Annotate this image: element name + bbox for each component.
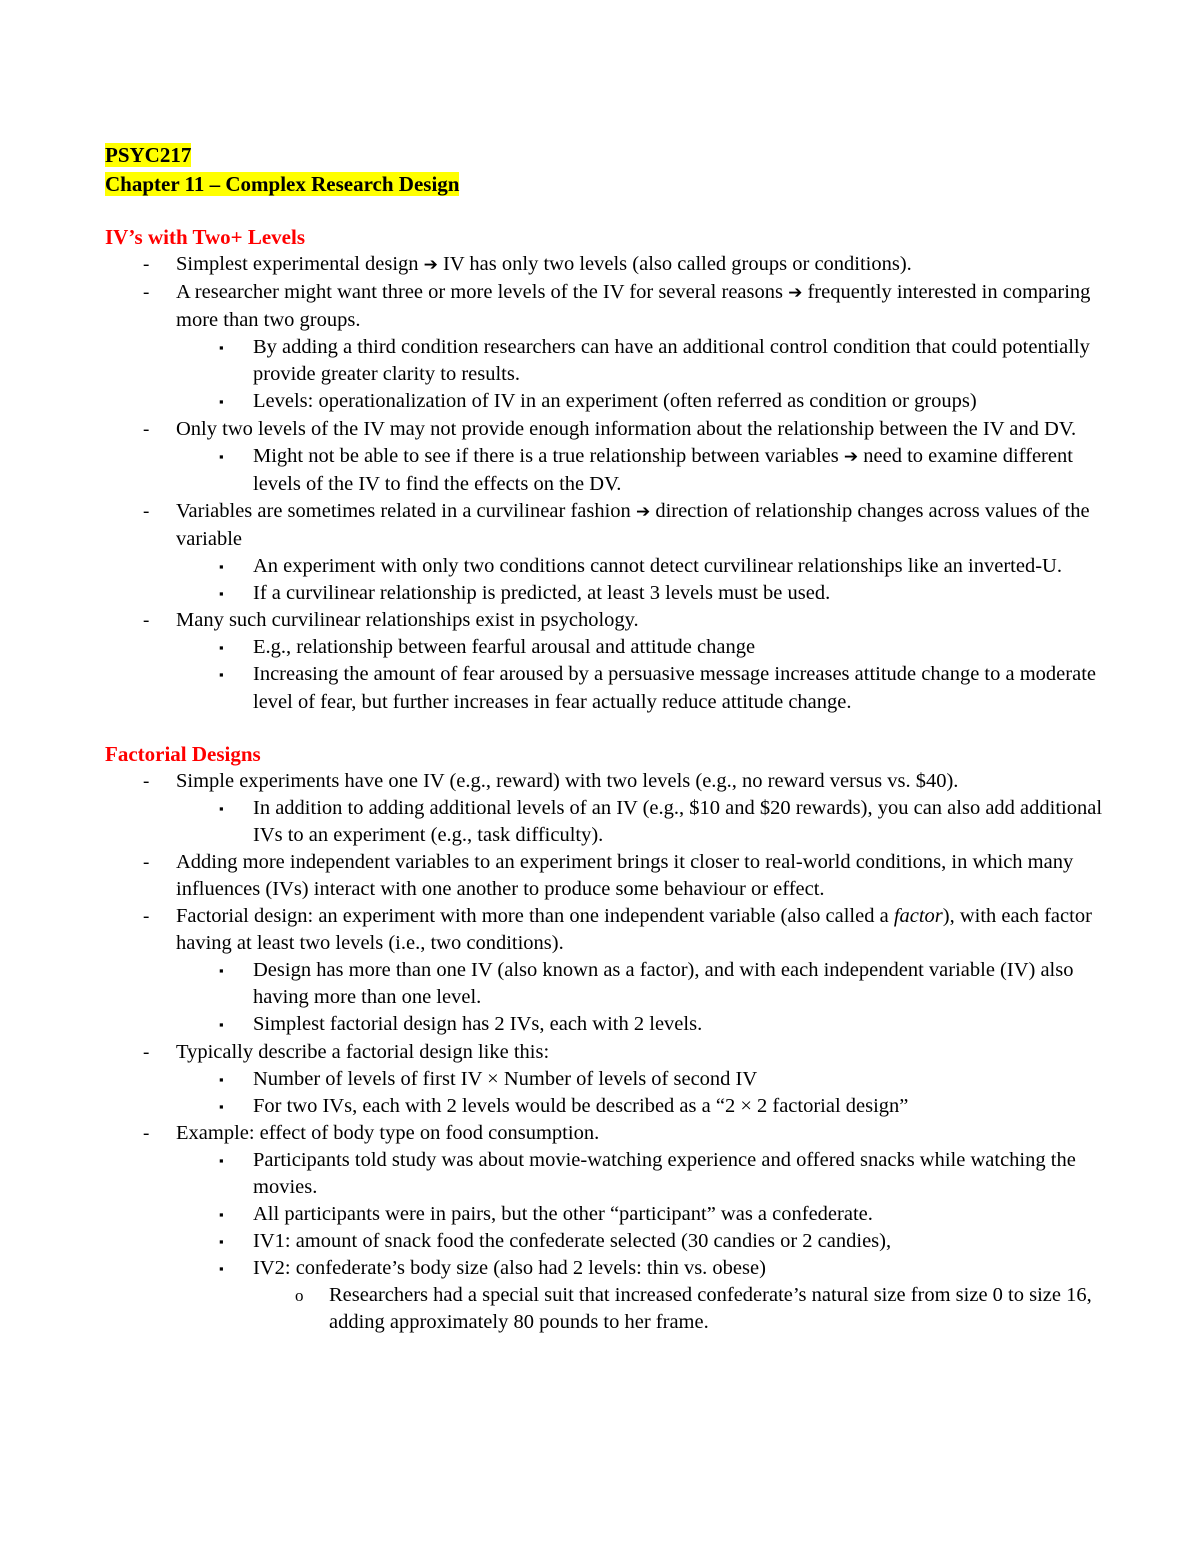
dash-bullet: - bbox=[143, 282, 150, 304]
dash-bullet: - bbox=[143, 254, 150, 275]
square-bullet: ▪ bbox=[219, 559, 224, 575]
dash-bullet: - bbox=[143, 418, 150, 440]
square-bullet: ▪ bbox=[219, 1017, 224, 1033]
section-heading-iv-levels: IV’s with Two+ Levels bbox=[105, 225, 306, 249]
list-item: ▪ Might not be able to see if there is a true relationship between variables ➔ need to examine different levels of the IV to find the effects on the DV. bbox=[219, 444, 1073, 495]
list-item: ▪ E.g., relationship between fearful arousal and attitude change bbox=[105, 634, 1105, 661]
italic-term: factor bbox=[893, 905, 943, 928]
list-item: - Only two levels of the IV may not provide enough information about the relationship between the IV and DV. bbox=[105, 416, 1105, 443]
list-item: - Typically describe a factorial design like this: bbox=[105, 1039, 1105, 1066]
square-bullet: ▪ bbox=[219, 667, 224, 683]
list-item: ▪ Number of levels of first IV × Number of levels of second IV bbox=[105, 1066, 1105, 1093]
list-item: ▪ Simplest factorial design has 2 IVs, each with 2 levels. bbox=[105, 1011, 1105, 1038]
list-item: ▪ By adding a third condition researchers can have an additional control condition that could potentially provide greater clarity to results. bbox=[219, 336, 1090, 386]
course-code-line bbox=[105, 141, 1105, 170]
section-heading-factorial-designs: Factorial Designs bbox=[105, 741, 261, 766]
list-item: - A researcher might want three or more levels of the IV for several reasons ➔ frequently interested in comparing more than two groups. bbox=[143, 281, 1091, 332]
list-item: - Many such curvilinear relationships exist in psychology. bbox=[105, 607, 1105, 634]
square-bullet: ▪ bbox=[219, 1234, 224, 1250]
list-item: ▪ Design has more than one IV (also known as a factor), and with each independent variable (IV) also having more than one level. bbox=[219, 959, 1074, 1009]
arrow-icon: ➔ bbox=[843, 446, 859, 467]
square-bullet: ▪ bbox=[219, 1207, 224, 1223]
list-item: - Factorial design: an experiment with more than one independent variable (also called a factor), with each factor having at least two levels (i.e., two conditions). bbox=[143, 905, 1092, 955]
square-bullet: ▪ bbox=[219, 1098, 224, 1114]
list-item: ▪ IV1: amount of snack food the confederate selected (30 candies or 2 candies), bbox=[105, 1228, 1105, 1255]
list-item: - Variables are sometimes related in a curvilinear fashion ➔ direction of relationship changes across values of the variable bbox=[143, 499, 1090, 550]
square-bullet: ▪ bbox=[219, 340, 224, 356]
list-item: ▪ If a curvilinear relationship is predicted, at least 3 levels must be used. bbox=[105, 580, 1105, 607]
dash-bullet: - bbox=[143, 851, 150, 873]
dash-bullet: - bbox=[143, 1122, 150, 1144]
square-bullet: ▪ bbox=[219, 1261, 224, 1277]
course-code: PSYC217 bbox=[105, 143, 192, 167]
square-bullet: ▪ bbox=[219, 1152, 224, 1168]
square-bullet: ▪ bbox=[219, 800, 224, 816]
list-item: - Simplest experimental design ➔ IV has only two levels (also called groups or conditions). bbox=[105, 251, 1105, 279]
square-bullet: ▪ bbox=[219, 394, 224, 410]
dash-bullet: - bbox=[143, 906, 150, 928]
list-item: ▪ Participants told study was about movie-watching experience and offered snacks while watching the movies. bbox=[219, 1148, 1076, 1198]
arrow-icon: ➔ bbox=[788, 283, 803, 304]
square-bullet: ▪ bbox=[219, 1071, 224, 1087]
list-item: ▪ An experiment with only two conditions cannot detect curvilinear relationships like an inverted-U. bbox=[105, 553, 1105, 580]
list-item: ▪ All participants were in pairs, but the other “participant” was a confederate. bbox=[105, 1201, 1105, 1228]
list-item: ▪ Levels: operationalization of IV in an experiment (often referred as condition or groups) bbox=[105, 388, 1105, 415]
square-bullet: ▪ bbox=[219, 448, 224, 464]
document-page bbox=[105, 141, 1105, 1337]
list-item: ▪ For two IVs, each with 2 levels would be described as a “2 × 2 factorial design” bbox=[105, 1093, 1105, 1120]
arrow-icon: ➔ bbox=[635, 501, 651, 522]
list-item: - Adding more independent variables to an experiment brings it closer to real-world conditions, in which many influences (IVs) interact with one another to produce some behaviour or effect. bbox=[143, 850, 1074, 900]
chapter-title: Chapter 11 – Complex Research Design bbox=[105, 172, 460, 196]
chapter-title-line bbox=[105, 170, 1105, 199]
circle-bullet: o bbox=[295, 1286, 304, 1306]
square-bullet: ▪ bbox=[219, 640, 224, 656]
list-item: o Researchers had a special suit that increased confederate’s natural size from size 0 to size 16, adding approximately 80 pounds to her frame. bbox=[295, 1284, 1092, 1334]
list-item: ▪ In addition to adding additional levels of an IV (e.g., $10 and $20 rewards), you can also add additional IVs to an experiment (e.g., task difficulty). bbox=[219, 796, 1103, 846]
list-item: ▪ Increasing the amount of fear aroused by a persuasive message increases attitude change to a moderate level of fear, but further increases in fear actually reduce attitude change. bbox=[219, 663, 1096, 713]
dash-bullet: - bbox=[143, 1041, 150, 1063]
dash-bullet: - bbox=[143, 500, 150, 522]
dash-bullet: - bbox=[143, 770, 150, 792]
list-item: - Simple experiments have one IV (e.g., reward) with two levels (e.g., no reward versus vs. $40). bbox=[105, 768, 1105, 795]
dash-bullet: - bbox=[143, 610, 150, 632]
list-item: - Example: effect of body type on food consumption. bbox=[105, 1120, 1105, 1147]
square-bullet: ▪ bbox=[219, 586, 224, 602]
arrow-icon: ➔ bbox=[423, 255, 438, 275]
square-bullet: ▪ bbox=[219, 963, 224, 979]
list-item: ▪ IV2: confederate’s body size (also had 2 levels: thin vs. obese) bbox=[105, 1255, 1105, 1282]
